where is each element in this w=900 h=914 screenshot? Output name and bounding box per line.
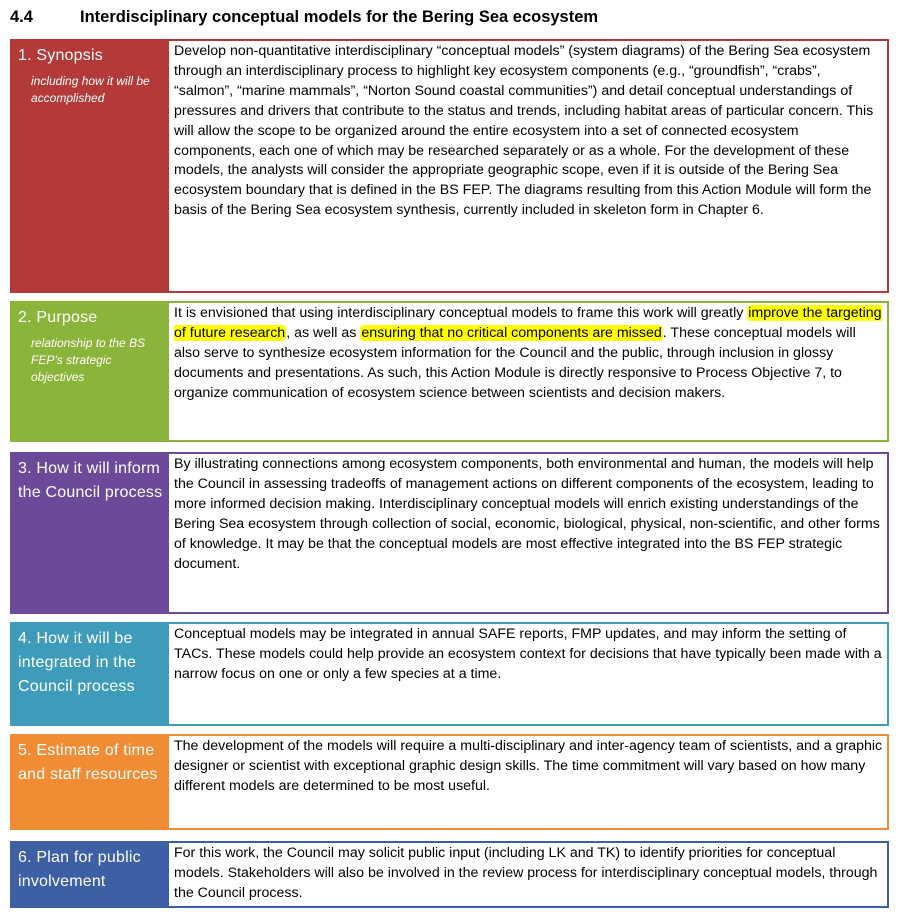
synopsis-content: Develop non-quantitative interdisciplinary “conceptual models” (system diagrams) of the Bering Sea ecosystem through an interdisciplinary process to highlight key ecosystem components (e.g., “groundfish”, “crabs”, “salmon”, “marine mammals”, “Norton Sound coastal communities”) and detail conceptual understandings of pressures and drivers that contribute to the status and trends, including habitat areas of particular concern. This will allow the scope to be organized around the entire ecosystem into a set of connected ecosystem components, each one of which may be researched separately or as a whole. For the development of these models, the analysts will consider the appropriate geographic scope, even if it is outside of the Bering Sea ecosystem boundary that is defined in the BS FEP. The diagrams resulting from this Action Module will form the basis of the Bering Sea ecosystem synthesis, currently included in skeleton form in Chapter 6.	[174, 43, 874, 219]
estimate-label	[12, 736, 169, 828]
synopsis-title: 1. Synopsis	[18, 47, 103, 64]
section-heading	[10, 3, 598, 31]
section-purpose	[10, 301, 889, 442]
section-inform	[10, 452, 889, 614]
purpose-label	[12, 303, 169, 440]
highlight-critical-components: ensuring that no critical components are missed	[361, 324, 662, 341]
section-synopsis	[10, 39, 889, 293]
section-estimate	[10, 734, 889, 830]
purpose-subtitle: relationship to the BS FEP’s strategic objectives	[31, 336, 146, 384]
purpose-text-1: It is envisioned that using interdisciplinary conceptual models to frame this work will greatly	[174, 305, 748, 321]
section-integrated	[10, 622, 889, 726]
inform-title: 3. How it will inform the Council process	[18, 460, 163, 501]
integrated-label	[12, 624, 169, 724]
integrated-title: 4. How it will be integrated in the Council process	[18, 630, 137, 695]
section-number: 4.4	[10, 7, 33, 26]
synopsis-label	[12, 41, 169, 291]
purpose-title: 2. Purpose	[18, 309, 98, 326]
estimate-content: The development of the models will require a multi-disciplinary and inter-agency team of scientists, and a graphic designer or scientist with exceptional graphic design skills. The time commitment will vary based on how many different models are determined to be most useful.	[174, 738, 883, 794]
public-content: For this work, the Council may solicit public input (including LK and TK) to identify priorities for conceptual models. Stakeholders will also be involved in the review process for interdisciplinary conceptual models, through the Council process.	[174, 845, 878, 901]
public-title: 6. Plan for public involvement	[18, 849, 141, 890]
purpose-text-2: , as well as	[286, 324, 361, 341]
estimate-title: 5. Estimate of time and staff resources	[18, 742, 158, 783]
purpose-content	[169, 303, 887, 440]
highlight-future-research: improve the targeting of future research	[174, 305, 882, 341]
public-label	[12, 843, 169, 906]
section-title: Interdisciplinary conceptual models for the Bering Sea ecosystem	[80, 7, 599, 26]
synopsis-subtitle: including how it will be accomplished	[31, 74, 150, 105]
section-public	[10, 841, 889, 908]
inform-label	[12, 454, 169, 612]
inform-content: By illustrating connections among ecosystem components, both environmental and human, the models will help the Council in assessing tradeoffs of management actions on different components of the ecosystem, leading to more informed decision making. Interdisciplinary conceptual models will enrich existing understandings of the Bering Sea ecosystem through collection of social, economic, biological, physical, non-scientific, and other forms of knowledge. It may be that the conceptual models are most effective integrated into the BS FEP strategic document.	[174, 456, 880, 572]
purpose-text-3: . These conceptual models will also serve to synthesize ecosystem information for the Council and the public, through inclusion in glossy documents and presentations. As such, this Action Module is directly responsive to Process Objective 7, to organize communication of ecosystem science between scientists and decision makers.	[174, 324, 856, 401]
integrated-content: Conceptual models may be integrated in annual SAFE reports, FMP updates, and may inform the setting of TACs. These models could help provide an ecosystem context for decisions that have typically been made with a narrow focus on one or only a few species at a time.	[174, 626, 882, 682]
